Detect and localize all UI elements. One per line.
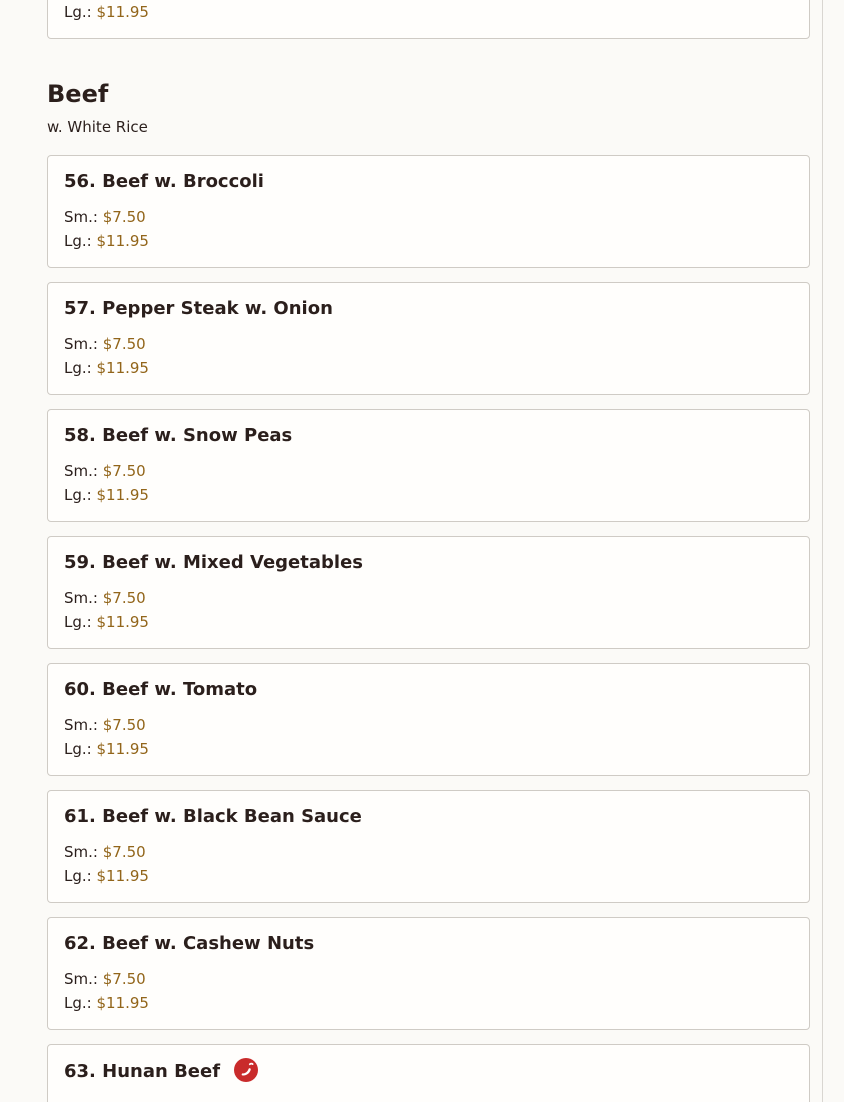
small-price-line <box>64 716 146 734</box>
menu-item-card <box>47 282 810 395</box>
small-price-label: Sm.: <box>64 462 98 480</box>
menu-item-title: 57. Pepper Steak w. Onion <box>64 298 333 319</box>
large-price-label: Lg.: <box>64 867 92 885</box>
large-price-value: $11.95 <box>96 740 149 758</box>
menu-item-title: 59. Beef w. Mixed Vegetables <box>64 552 363 573</box>
large-price-label: Lg.: <box>64 740 92 758</box>
small-price-label: Sm.: <box>64 970 98 988</box>
large-price-value: $11.95 <box>96 486 149 504</box>
large-price-value: $11.95 <box>96 613 149 631</box>
small-price-line <box>64 970 146 988</box>
large-price-label: Lg.: <box>64 486 92 504</box>
scroll-edge <box>822 0 823 1102</box>
large-price-line <box>64 740 149 758</box>
large-price-line <box>64 867 149 885</box>
menu-item-card <box>47 155 810 268</box>
small-price-line <box>64 589 146 607</box>
small-price-value: $7.50 <box>102 716 146 734</box>
menu-item-card <box>47 917 810 1030</box>
large-price-line <box>64 232 149 250</box>
menu-item-card <box>47 409 810 522</box>
large-price-value: $11.95 <box>96 3 149 21</box>
small-price-value: $7.50 <box>102 208 146 226</box>
large-price-line <box>64 994 149 1012</box>
large-price-label: Lg.: <box>64 3 92 21</box>
menu-item-title <box>64 1060 258 1084</box>
small-price-label: Sm.: <box>64 843 98 861</box>
large-price-value: $11.95 <box>96 867 149 885</box>
small-price-value: $7.50 <box>102 335 146 353</box>
large-price-line <box>64 486 149 504</box>
large-price-value: $11.95 <box>96 359 149 377</box>
menu-item-title-text: 63. Hunan Beef <box>64 1061 221 1082</box>
menu-item-title: 58. Beef w. Snow Peas <box>64 425 293 446</box>
menu-item-card <box>47 1044 810 1102</box>
small-price-value: $7.50 <box>102 462 146 480</box>
small-price-value: $7.50 <box>102 843 146 861</box>
menu-item-card <box>47 663 810 776</box>
section-title: Beef <box>47 80 109 108</box>
chili-pepper-icon <box>234 1058 258 1082</box>
large-price-value: $11.95 <box>96 232 149 250</box>
small-price-label: Sm.: <box>64 589 98 607</box>
large-price-label: Lg.: <box>64 232 92 250</box>
menu-item-title: 56. Beef w. Broccoli <box>64 171 264 192</box>
small-price-label: Sm.: <box>64 335 98 353</box>
menu-item-card <box>47 790 810 903</box>
large-price-value: $11.95 <box>96 994 149 1012</box>
section-subtitle: w. White Rice <box>47 118 148 136</box>
small-price-line <box>64 462 146 480</box>
small-price-label: Sm.: <box>64 208 98 226</box>
menu-item-card <box>47 0 810 39</box>
small-price-value: $7.50 <box>102 589 146 607</box>
small-price-label: Sm.: <box>64 716 98 734</box>
large-price-line <box>64 359 149 377</box>
menu-item-title: 61. Beef w. Black Bean Sauce <box>64 806 362 827</box>
menu-item-title: 62. Beef w. Cashew Nuts <box>64 933 315 954</box>
large-price-line <box>64 3 149 21</box>
menu-item-title: 60. Beef w. Tomato <box>64 679 258 700</box>
small-price-line <box>64 335 146 353</box>
small-price-line <box>64 208 146 226</box>
large-price-label: Lg.: <box>64 359 92 377</box>
small-price-value: $7.50 <box>102 970 146 988</box>
menu-item-card <box>47 536 810 649</box>
large-price-line <box>64 613 149 631</box>
large-price-label: Lg.: <box>64 994 92 1012</box>
small-price-line <box>64 843 146 861</box>
large-price-label: Lg.: <box>64 613 92 631</box>
